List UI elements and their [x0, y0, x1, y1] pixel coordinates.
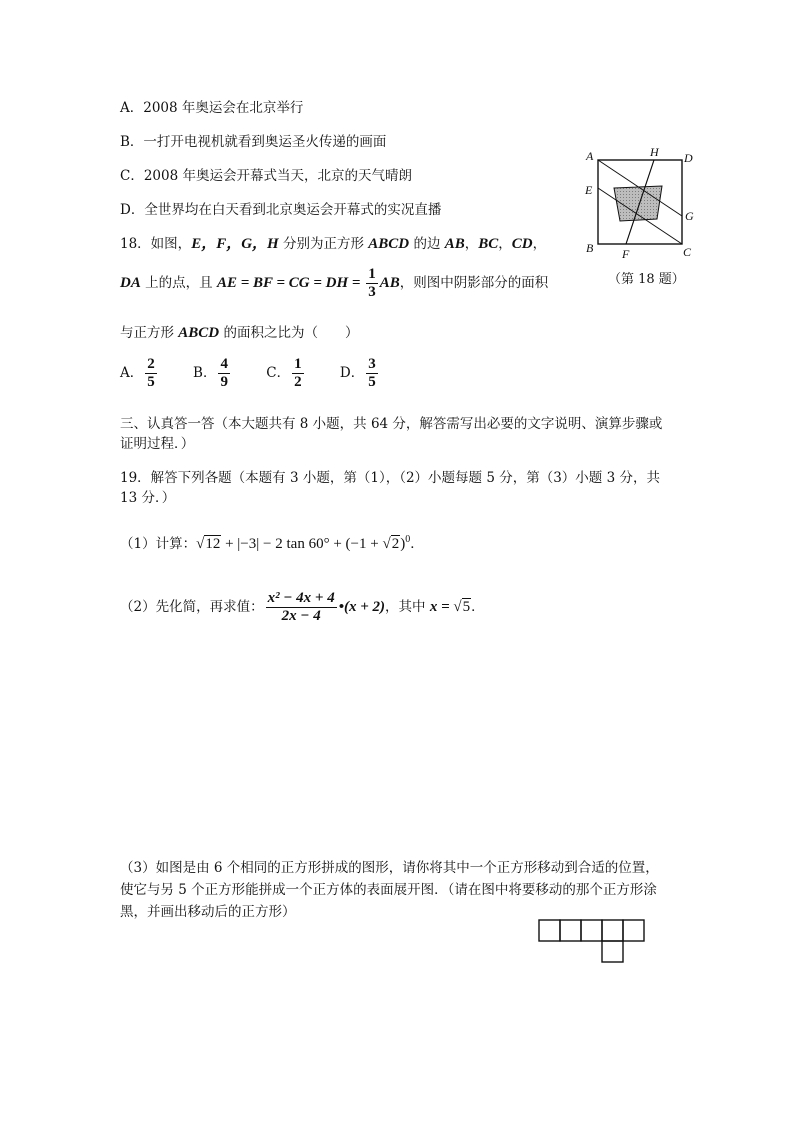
choice-a: A．2008 年奥运会在北京举行: [120, 100, 304, 116]
square-5: [623, 920, 644, 941]
label-e: E: [585, 183, 593, 197]
option-d: D． $\frac{3}{5}$: [339, 356, 376, 390]
label-h: H: [650, 146, 659, 159]
label-f: F: [622, 247, 630, 261]
label-b: B: [586, 241, 594, 255]
q19-part2: （2）先化简，再求值： $\frac{\text{x² − 4x + 4}}{2x - 4}$ •(x + 2)，其中 x = √5．: [120, 590, 485, 624]
square-3: [581, 920, 602, 941]
q19-line2: 13 分．）: [120, 490, 176, 506]
q18-options: [120, 356, 410, 391]
q19-fraction: $\frac{\text{x² − 4x + 4}}{2x - 4}$: [267, 590, 335, 624]
q18-line2: DA 上的点，且 AE = BF = CG = DH = $\frac{1}{3}$ AB，则图中阴影部分的面积: [120, 266, 549, 300]
q18-line3: 与正方形 ABCD 的面积之比为（ ）: [120, 325, 359, 341]
q19-part3-line1: （3）如图是由 6 个相同的正方形拼成的图形，请你将其中一个正方形移动到合适的位置，: [120, 860, 659, 876]
choice-b: B．一打开电视机就看到奥运圣火传递的画面: [120, 134, 387, 150]
square-2: [560, 920, 581, 941]
label-c: C: [683, 245, 692, 259]
q18-line1: 18．如图，E，F，G，H 分别为正方形 ABCD 的边 AB，BC，CD，: [120, 236, 547, 252]
section3-line2: 证明过程．）: [120, 436, 195, 452]
label-a: A: [586, 149, 594, 163]
square-6: [602, 941, 623, 962]
square-4: [602, 920, 623, 941]
label-g: G: [685, 209, 694, 223]
q19-line1: 19．解答下列各题（本题有 3 小题，第（1），（2）小题每题 5 分，第（3）小题 3 分，共: [120, 470, 660, 486]
square-1: [539, 920, 560, 941]
q18-equation: AE = BF = CG = DH =: [216, 275, 365, 291]
six-squares-figure: [536, 917, 648, 965]
figure-caption: （第 18 题）: [608, 272, 685, 287]
q19-part3-line3: 黑，并画出移动后的正方形）: [120, 904, 296, 920]
option-a: A． $\frac{2}{5}$: [120, 356, 155, 390]
choice-d: D．全世界均在白天看到北京奥运会开幕式的实况直播: [120, 202, 442, 218]
q18-fraction: $\frac{1}{3}$: [368, 266, 376, 300]
choice-c: C．2008 年奥运会开幕式当天，北京的天气晴朗: [120, 168, 412, 184]
option-b: B． $\frac{4}{9}$: [193, 356, 228, 390]
option-c: C． $\frac{1}{2}$: [266, 356, 302, 390]
q18-points: E，F，G，H: [191, 236, 279, 252]
section3-line1: 三、认真答一答（本大题共有 8 小题，共 64 分，解答需写出必要的文字说明、演算步骤或: [120, 416, 663, 432]
q19-part1: （1）计算：√12 + |−3| − 2 $\tan 60^\circ + (-1 + √2)^0$．: [120, 534, 424, 552]
label-d: D: [684, 151, 693, 165]
square-figure: [578, 146, 702, 268]
q19-part3-line2: 使它与另 5 个正方形能拼成一个正方体的表面展开图．（请在图中将要移动的那个正方形涂: [120, 882, 657, 898]
